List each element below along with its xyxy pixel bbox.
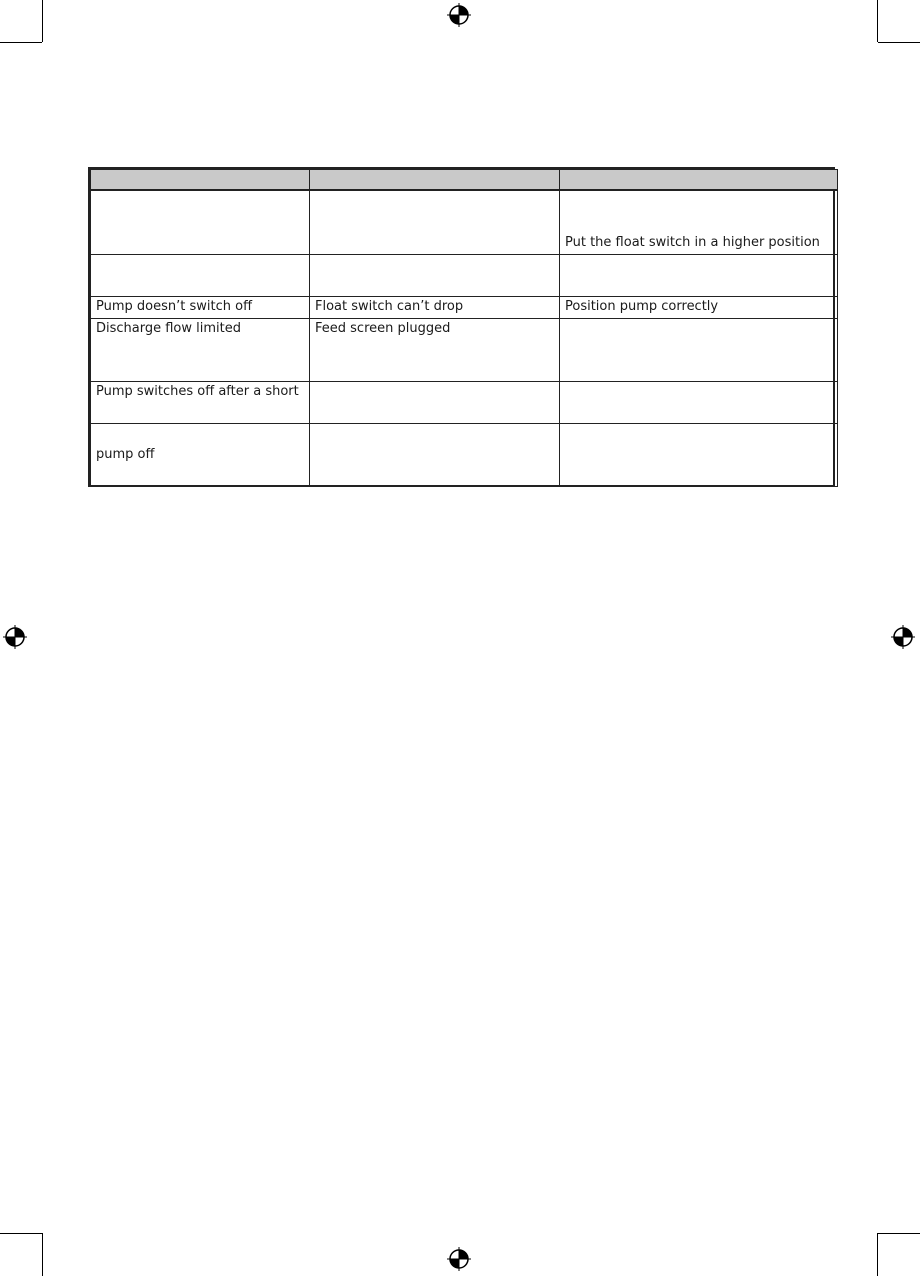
table-row [91,423,838,486]
crop-mark-top-left-v [42,0,43,42]
header-cell-problem [91,170,310,191]
crop-mark-top-left-h [0,42,42,43]
table-cell [310,190,560,254]
header-cell-remedy [560,170,838,191]
table-row [91,254,838,296]
table-cell: Pump doesn’t switch off [91,296,310,318]
header-cell-cause [310,170,560,191]
table-cell [560,254,838,296]
table-cell [310,381,560,423]
table-cell [560,423,838,486]
table-cell [91,190,310,254]
troubleshooting-table [88,167,835,487]
table-cell: Position pump correctly [560,296,838,318]
crop-mark-bottom-left-h [0,1233,42,1234]
table-cell: Pump switches off after a short [91,381,310,423]
table-cell [560,381,838,423]
table-cell: Float switch can’t drop [310,296,560,318]
table-cell [310,254,560,296]
crop-mark-bottom-right-h [878,1233,920,1234]
crop-mark-bottom-left-v [42,1233,43,1276]
registration-mark-icon [447,3,471,27]
crop-mark-top-right-h [878,42,920,43]
registration-mark-icon [3,625,27,649]
table-cell [560,318,838,381]
table-cell [310,423,560,486]
troubleshooting-grid [90,169,838,487]
table-cell: pump off [91,423,310,486]
table-row [91,381,838,423]
crop-mark-bottom-right-v [877,1233,878,1276]
table-cell: Discharge flow limited [91,318,310,381]
table-cell: Feed screen plugged [310,318,560,381]
table-cell [91,254,310,296]
table-cell: Put the float switch in a higher position [560,190,838,254]
table-row [91,190,838,254]
crop-mark-top-right-v [877,0,878,42]
table-row [91,318,838,381]
table-row [91,296,838,318]
registration-mark-icon [891,625,915,649]
registration-mark-icon [447,1247,471,1271]
table-header-row [91,170,838,191]
